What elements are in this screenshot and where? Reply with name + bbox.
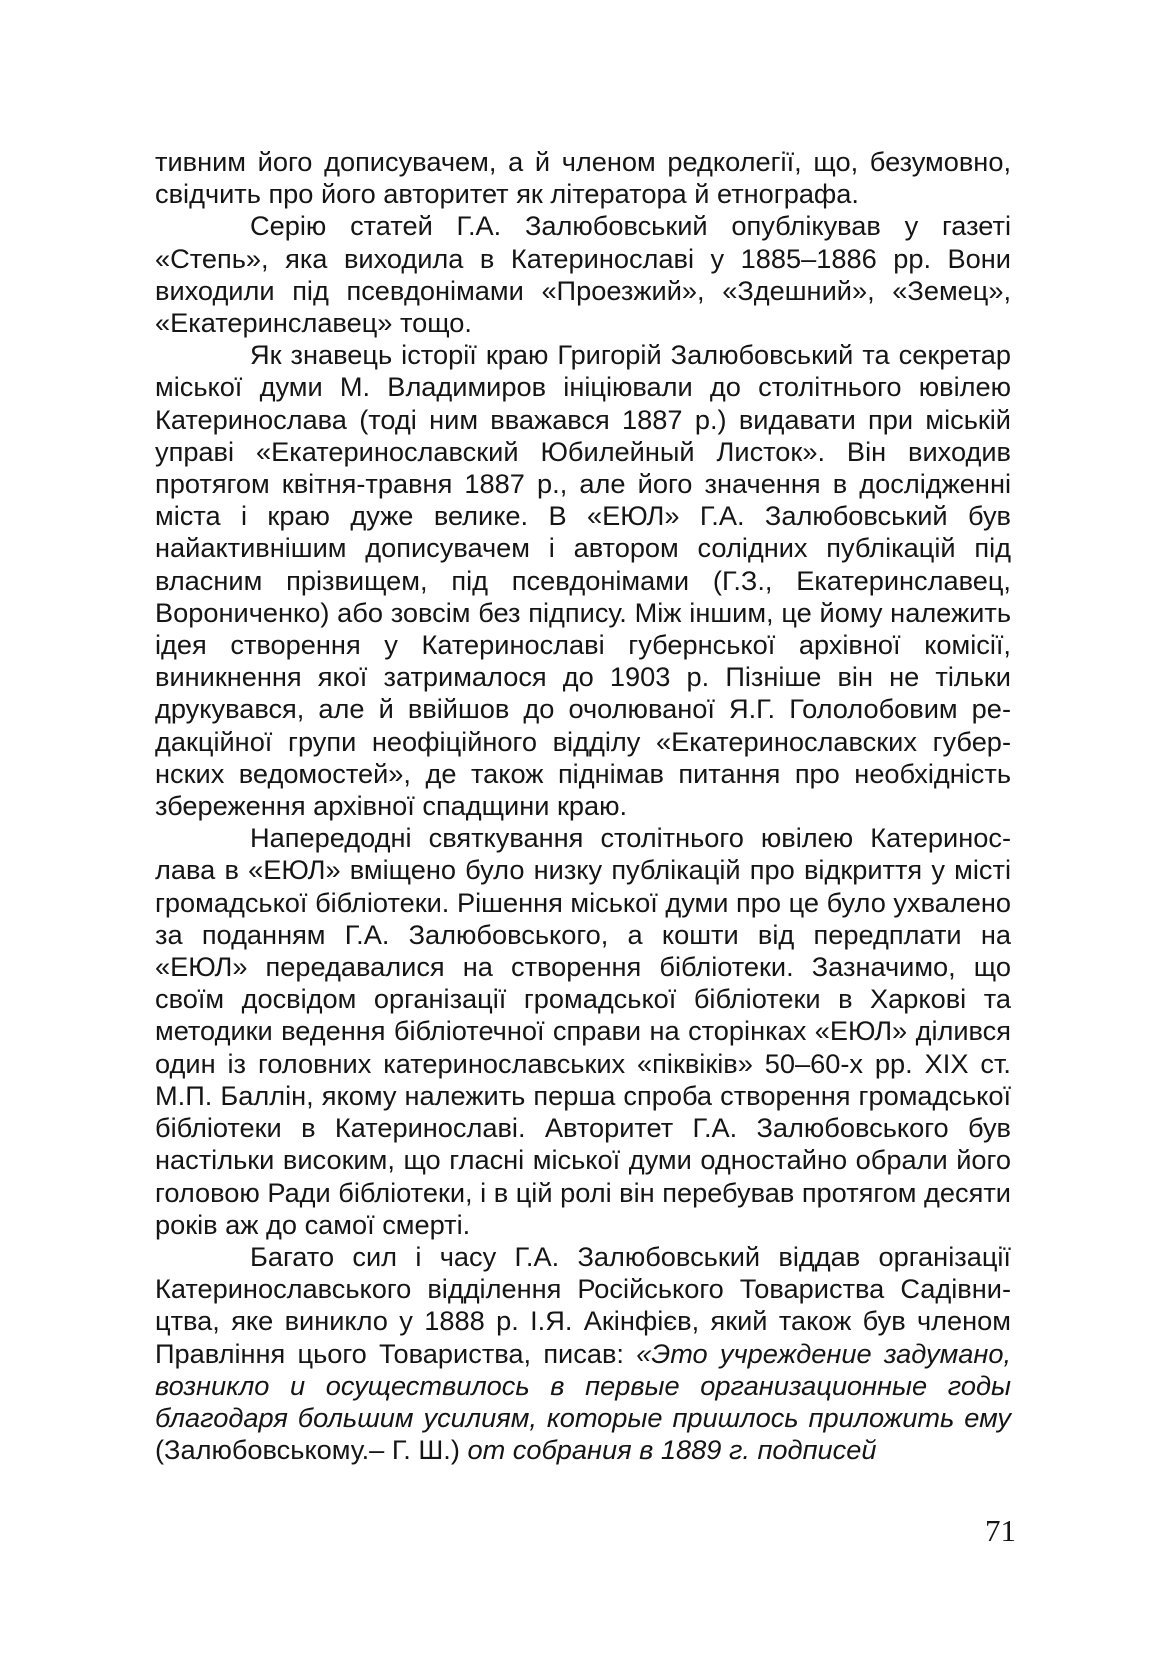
page-body <box>155 146 1011 1466</box>
paragraph-5-text: Багато сил і часу Г.А. Залюбовський віддав організації Катеринославського відділення Російського Товариства Садівництва, яке виникло у 1888 р. І.Я. Акінфієв, який також був членом Правління цього Товариства, писав: <box>155 1240 1011 1369</box>
paragraph-1 <box>155 146 1011 210</box>
paragraph-4 <box>155 822 1011 1241</box>
quote-text: «Это учреждение задумано, возникло и осуществилось в первые организационные годы благодаря большим усилиям, которые пришлось приложить ему <box>155 1337 1011 1433</box>
editorial-note: (Залюбовському.– Г. Ш.) <box>155 1434 468 1466</box>
paragraph-2 <box>155 210 1011 339</box>
quote-continuation: от собрания в 1889 г. подписей <box>467 1434 877 1466</box>
paragraph-3 <box>155 339 1011 822</box>
paragraph-4-text: Напередодні святкування столітнього ювілею Катеринослава в «ЕЮЛ» вміщено було низку публікацій про відкриття у місті громадської бібліотеки. Рішення міської думи про це було ухвалено за поданням Г.А. Залюбовського, а кошти від передплати на «ЕЮЛ» передавалися на створення бібліотеки. Зазначимо, що своїм досвідом організації громадської бібліотеки в Харкові та методики ведення бібліотечної справи на сторінках «ЕЮЛ» ділився один із головних катеринославських «піквіків» 50–60-х рр. ХІХ ст. М.П. Баллін, якому належить перша спроба створення громадської бібліотеки в Катеринославі. Авторитет Г.А. Залюбовського був настільки високим, що гласні міської думи одностайно обрали його головою Ради бібліотеки, і в цій ролі він перебував протягом десяти років аж до самої смерті. <box>155 822 1011 1240</box>
paragraph-5 <box>155 1241 1011 1466</box>
page-number: 71 <box>985 1513 1016 1548</box>
paragraph-1-text: тивним його дописувачем, а й членом редколегії, що, безумовно, свідчить про його авторитет як літератора й етнографа. <box>155 146 1011 210</box>
paragraph-2-text: Серію статей Г.А. Залюбовський опублікував у газеті «Степь», яка виходила в Катеринославі у 1885–1886 рр. Вони виходили під псевдонімами «Проезжий», «Здешний», «Земец», «Екатеринславец» тощо. <box>155 210 1011 339</box>
paragraph-3-text: Як знавець історії краю Григорій Залюбовський та секретар міської думи М. Владимиров ініціювали до столітнього ювілею Катеринослава (тоді ним вважався 1887 р.) видавати при міській управі «Екатеринославский Юбилейный Листок». Він виходив протягом квітня-травня 1887 р., але його значення в дослідженні міста і краю дуже велике. В «ЕЮЛ» Г.А. Залюбовський був найактивнішим дописувачем і автором солідних публікацій під власним прізвищем, під псевдонімами (Г.З., Екатеринславец, Ворониченко) або зовсім без підпису. Між іншим, це йому належить ідея створення у Катеринославі губернської архівної комісії, виникнення якої затрималося до 1903 р. Пізніше він не тільки друкувався, але й ввійшов до очолюваної Я.Г. Гололобовим редакційної групи неофіційного відділу «Екатеринославских губернских ведомостей», де також піднімав питання про необхідність збереження архівної спадщини краю. <box>155 339 1011 822</box>
